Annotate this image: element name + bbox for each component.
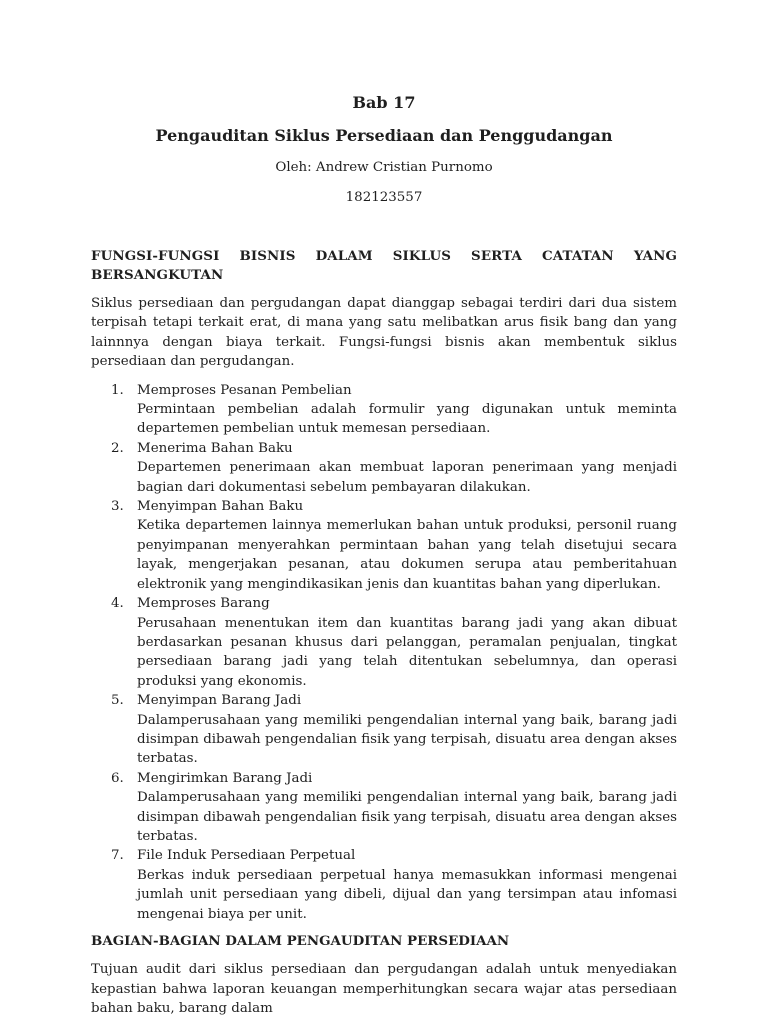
section-heading-line2: BERSANGKUTAN <box>91 267 224 283</box>
list-item-description: Dalamperusahaan yang memiliki pengendalian internal yang baik, barang jadi disimpan dibawah pengendalian fisik yang terpisah, disuatu area dengan akses terbatas. <box>137 790 677 844</box>
list-item-number: 6. <box>111 770 124 786</box>
author-line: Oleh: Andrew Cristian Purnomo <box>275 160 493 175</box>
document-body <box>91 247 677 1019</box>
list-item <box>91 381 677 439</box>
list-item-description: Berkas induk persediaan perpetual hanya memasukkan informasi mengenai jumlah unit persediaan yang dibeli, dijual dan yang tersimpan atau infomasi mengenai biaya per unit. <box>137 867 677 922</box>
section-heading-line1: FUNGSI-FUNGSI BISNIS DALAM SIKLUS SERTA CATATAN YANG <box>91 248 677 264</box>
list-item-number: 2. <box>111 440 124 456</box>
list-item-number: 1. <box>111 382 124 398</box>
intro-paragraph: Siklus persediaan dan pergudangan dapat dianggap sebagai terdiri dari dua sistem terpisah tetapi terkait erat, di mana yang satu melibatkan arus fisik bang dan yang lainnnya dengan biaya terkait. Fungsi-fungsi bisnis akan membentuk siklus persediaan dan pergudangan. <box>91 296 677 370</box>
list-item-description: Ketika departemen lainnya memerlukan bahan untuk produksi, personil ruang penyimpanan menyerahkan permintaan bahan yang telah disetujui secara layak, mengerjakan pesanan, atau dokumen serupa atau pemberitahuan elektronik yang mengindikasikan jenis dan kuantitas bahan yang diperlukan. <box>137 518 677 592</box>
list-item <box>91 594 677 691</box>
list-item-description: Perusahaan menentukan item dan kuantitas barang jadi yang akan dibuat berdasarkan pesanan khusus dari pelanggan, peramalan penjualan, tingkat persediaan barang jadi yang telah ditentukan sebelumnya, dan operasi produksi yang ekonomis. <box>137 615 677 689</box>
list-item-title: Menerima Bahan Baku <box>137 440 293 456</box>
student-id: 182123557 <box>345 190 423 205</box>
chapter-heading: Bab 17 <box>352 93 416 112</box>
list-item-title: Mengirimkan Barang Jadi <box>137 770 313 786</box>
list-item-number: 5. <box>111 693 124 709</box>
business-functions-list <box>91 381 677 924</box>
list-item <box>91 497 677 594</box>
list-item-title: Memproses Pesanan Pembelian <box>137 382 352 398</box>
list-item <box>91 439 677 497</box>
list-item-title: Menyimpan Barang Jadi <box>137 693 302 709</box>
list-item-description: Departemen penerimaan akan membuat laporan penerimaan yang menjadi bagian dari dokumentasi sebelum pembayaran dilakukan. <box>137 460 677 495</box>
document-title: Pengauditan Siklus Persediaan dan Penggudangan <box>155 126 613 145</box>
list-item-title: File Induk Persediaan Perpetual <box>137 848 356 864</box>
list-item-number: 7. <box>111 848 124 864</box>
list-item <box>91 846 677 924</box>
list-item-number: 4. <box>111 596 124 612</box>
section2-heading: BAGIAN-BAGIAN DALAM PENGAUDITAN PERSEDIAAN <box>91 933 510 949</box>
section2-paragraph: Tujuan audit dari siklus persediaan dan pergudangan adalah untuk menyediakan kepastian bahwa laporan keuangan memperhitungkan secara wajar atas persediaan bahan baku, barang dalam <box>91 962 677 1017</box>
list-item-number: 3. <box>111 499 124 515</box>
list-item-title: Memproses Barang <box>137 596 270 612</box>
list-item <box>91 769 677 847</box>
list-item-description: Dalamperusahaan yang memiliki pengendalian internal yang baik, barang jadi disimpan dibawah pengendalian fisik yang terpisah, disuatu area dengan akses terbatas. <box>137 712 677 767</box>
list-item-description: Permintaan pembelian adalah formulir yang digunakan untuk meminta departemen pembelian untuk memesan persediaan. <box>137 402 677 437</box>
list-item-title: Menyimpan Bahan Baku <box>137 499 304 515</box>
list-item <box>91 691 677 769</box>
